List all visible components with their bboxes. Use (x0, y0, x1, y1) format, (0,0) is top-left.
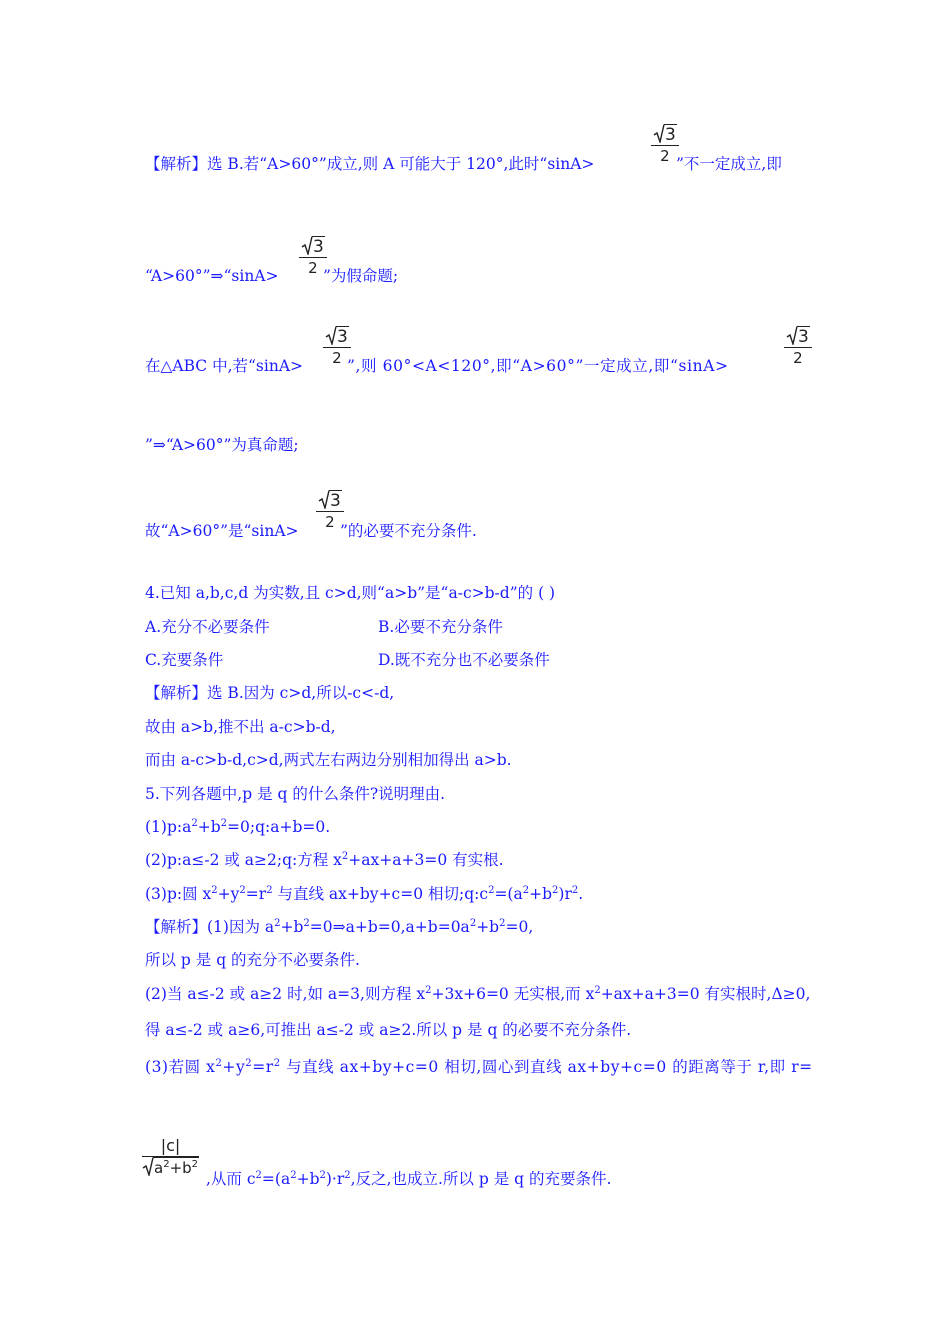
q5-item3: (3)p:圆 $x^2+y^2=r^2$ 与直线 ax+by+c=0 相切$;q:c^2=(a^2+b^2)r^2$. (145, 885, 584, 903)
sqrt3-over-2-fraction: 3 2 (651, 124, 679, 166)
q5-analysis-1: 【解析】(1)因为 $a^2+b^2=0\Rightarrow a+b=0,a+b=0a^2+b^2=0$, (145, 918, 534, 936)
q5-analysis-3: (3)若圆 $x^2+y^2=r^2$ 与直线 ax+by+c=0 相切,圆心到直线 ax+by+c=0 的距离等于 r,即 r= (145, 1058, 813, 1076)
q4-analysis-line3: 而由 a-c>b-d,c>d,两式左右两边分别相加得出 a>b. (145, 751, 512, 769)
q5-analysis-2-line2: 得 a≤-2 或 a≥6,可推出 a≤-2 或 a≥2.所以 p 是 q 的必要不充分条件. (145, 1021, 632, 1039)
analysis1-line3-mid: ”,则 60°<A<120°,即“A>60°”一定成立,即“sinA> (347, 357, 729, 375)
analysis1-line2: “A>60°”⇒“sinA> (145, 267, 279, 285)
sqrt3-over-2-fraction: 3 2 (784, 326, 812, 368)
sqrt3-over-2-fraction: 3 2 (299, 236, 327, 278)
q5-analysis-1-line2: 所以 p 是 q 的充分不必要条件. (145, 951, 360, 969)
sqrt3-over-2-fraction: 3 2 (316, 490, 344, 532)
q4-analysis-line1: 【解析】选 B.因为 c>d,所以-c<-d, (145, 684, 395, 702)
q4-option-b: B.必要不充分条件 (378, 618, 503, 636)
analysis1-line4: ”⇒“A>60°”为真命题; (145, 436, 299, 454)
q4-analysis-line2: 故由 a>b,推不出 a-c>b-d, (145, 718, 336, 736)
q4-option-a: A.充分不必要条件 (145, 618, 270, 636)
q5-analysis-2: (2)当 a≤-2 或 a≥2 时,如 a=3,则方程 $x^2+3x+6=0$ 无实根,而 $x^2+ax+a+3=0$ 有实根时,Δ≥0, (145, 985, 811, 1003)
q5-stem: 5.下列各题中,p 是 q 的什么条件?说明理由. (145, 785, 446, 803)
q5-item2: (2)p:a≤-2 或 a≥2;q:方程 $x^2+ax+a+3=0$ 有实根. (145, 851, 504, 869)
q4-option-c: C.充要条件 (145, 651, 224, 669)
analysis1-line1-end: ”不一定成立,即 (676, 155, 782, 173)
q5-item1: $(1)p:a^2+b^2=0;q:a+b=0$. (145, 818, 331, 836)
analysis1-line5: 故“A>60°”是“sinA> (145, 522, 299, 540)
analysis1-line2-end: ”为假命题; (323, 267, 399, 285)
sqrt3-over-2-fraction: 3 2 (323, 326, 351, 368)
analysis1-line3: 在△ABC 中,若“sinA> (145, 357, 304, 375)
q4-stem: 4.已知 a,b,c,d 为实数,且 c>d,则“a>b”是“a-c>b-d”的 ( ) (145, 584, 556, 602)
abs-c-over-sqrt-fraction: |c| $a^2+b^2$ (142, 1136, 199, 1178)
analysis1-line1: 【解析】选 B.若“A>60°”成立,则 A 可能大于 120°,此时“sinA> (145, 155, 595, 173)
analysis1-line5-end: ”的必要不充分条件. (340, 522, 477, 540)
q5-analysis-3-line2: ,从而 $c^2=(a^2+b^2)\cdot r^2$,反之,也成立.所以 p 是 q 的充要条件. (206, 1170, 612, 1188)
q4-option-d: D.既不充分也不必要条件 (378, 651, 550, 669)
